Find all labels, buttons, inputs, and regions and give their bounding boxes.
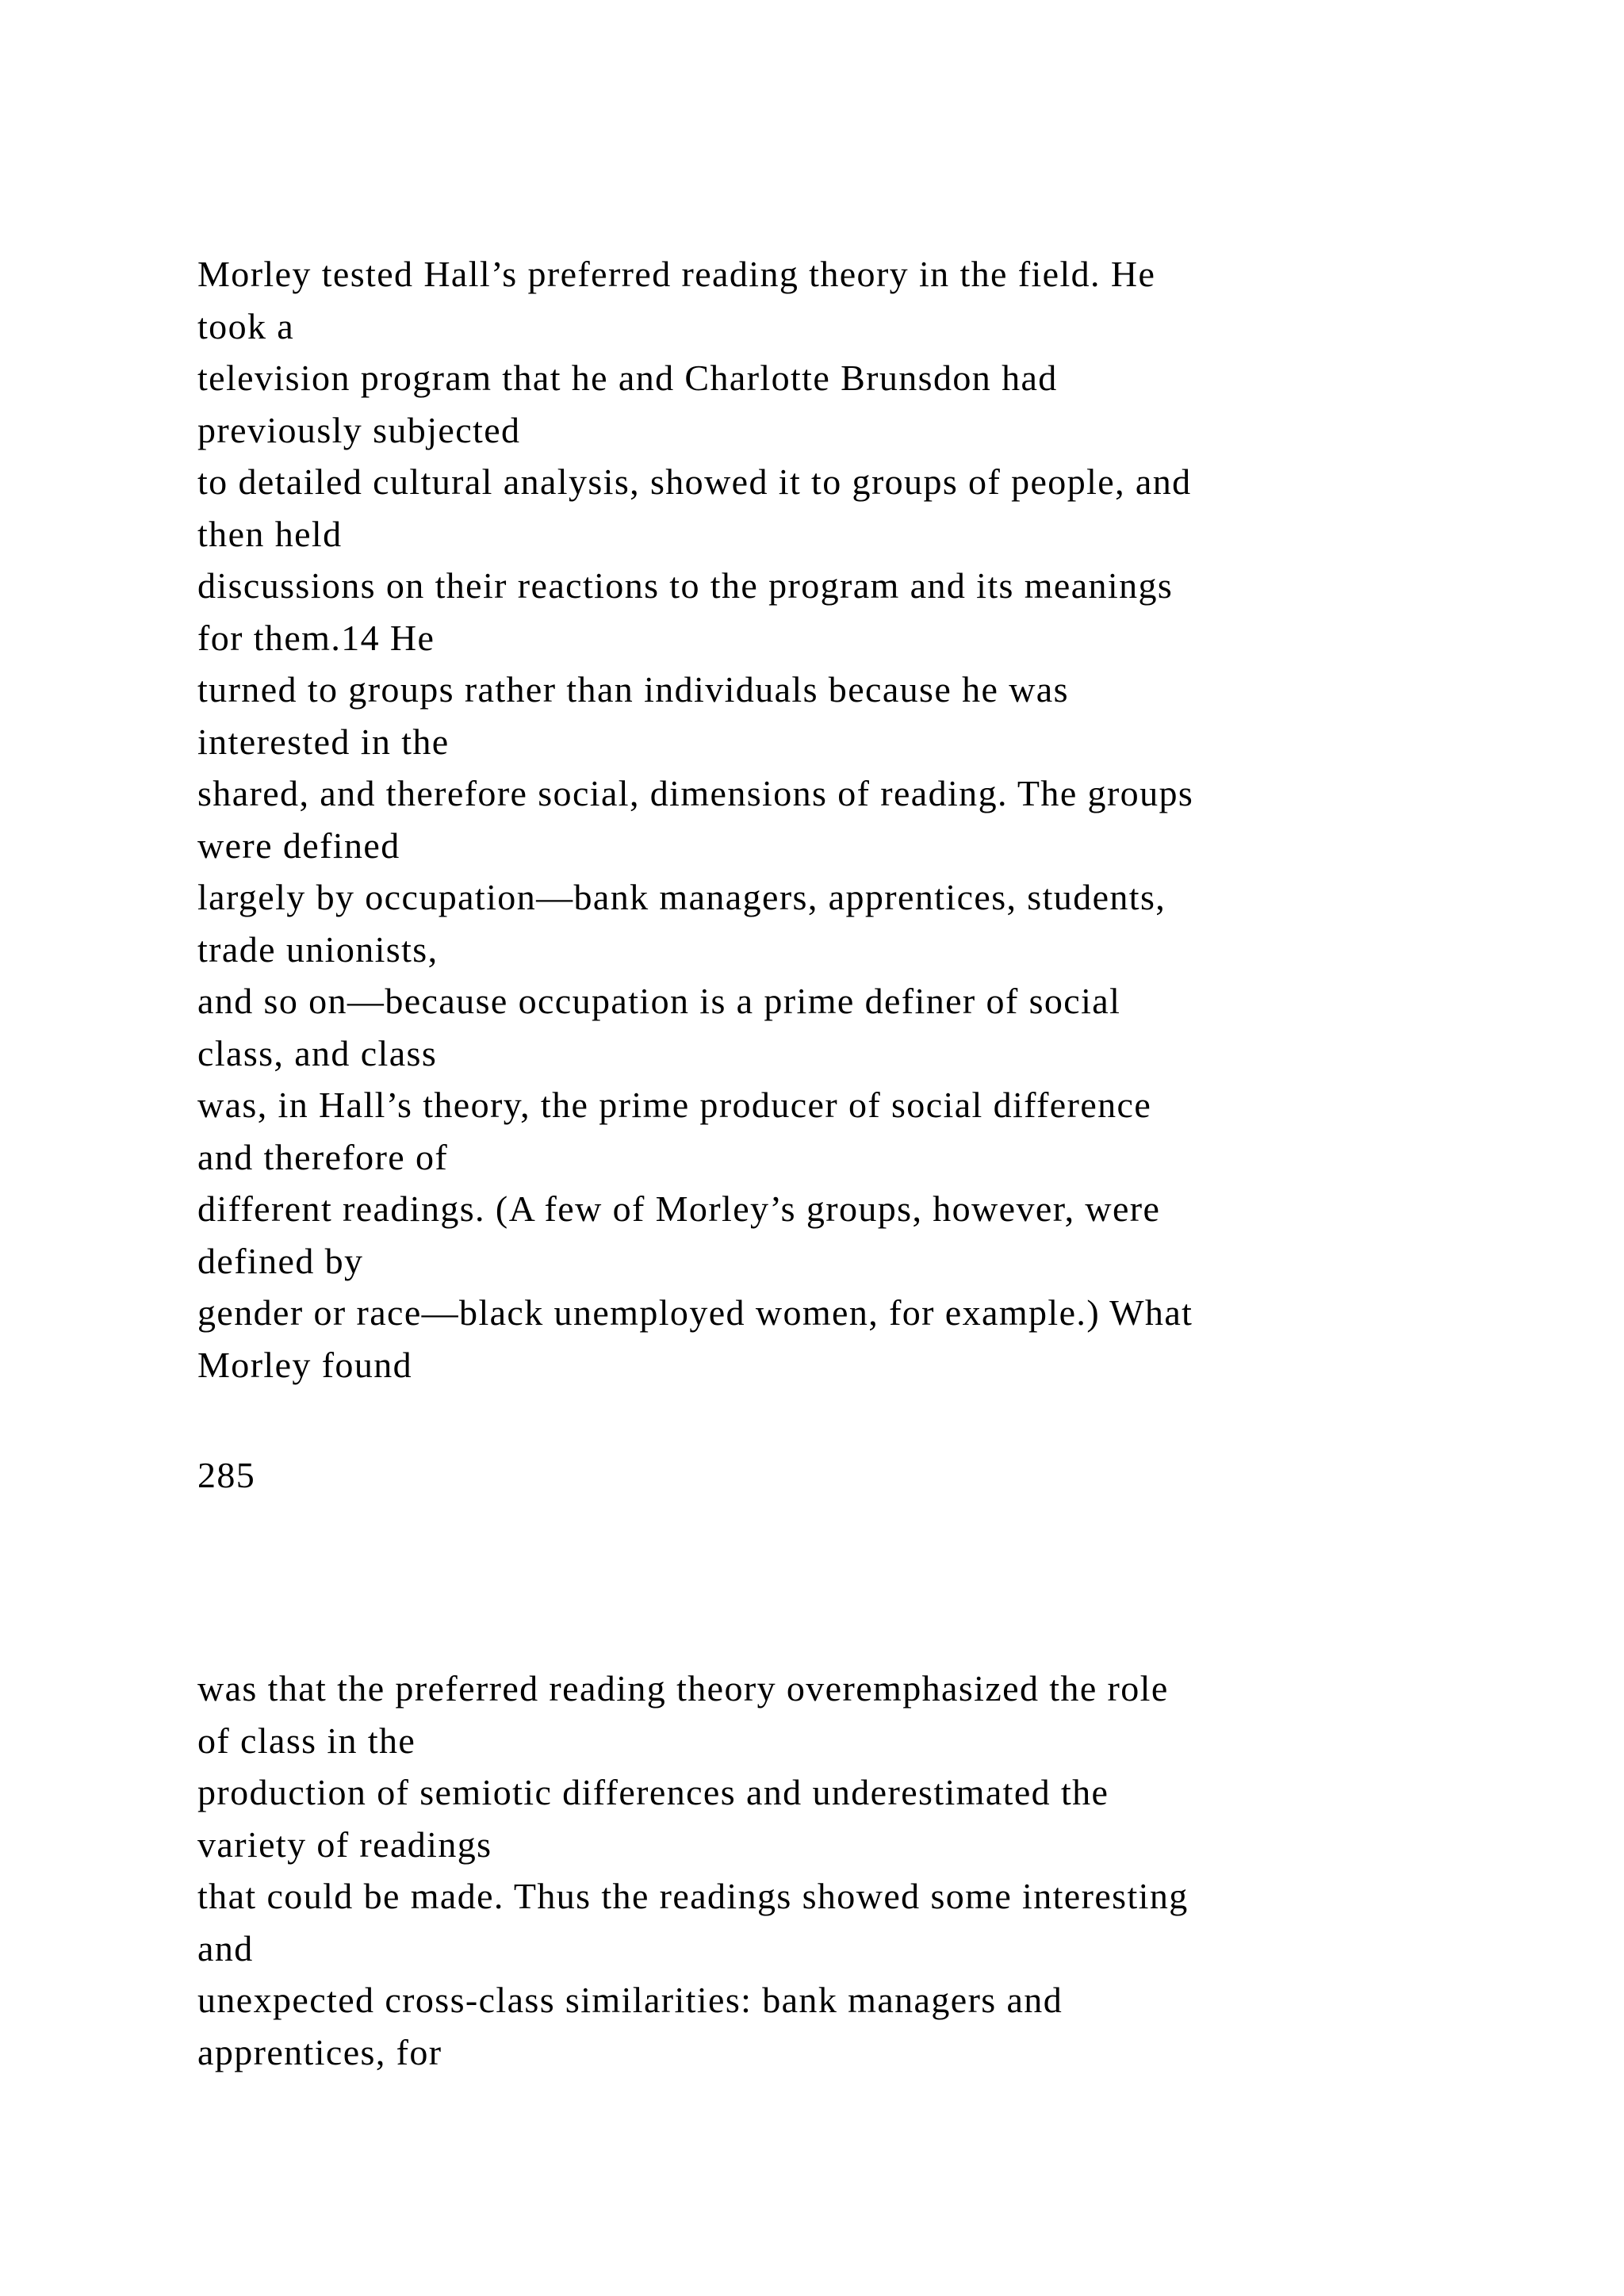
page-number-block — [197, 1449, 1593, 1502]
text-line: that could be made. Thus the readings showed some interesting — [197, 1876, 1189, 1916]
text-line: variety of readings — [197, 1823, 492, 1865]
text-line: shared, and therefore social, dimensions of reading. The groups — [197, 773, 1194, 813]
text-block-upper — [197, 248, 1593, 1391]
text-line: gender or race—black unemployed women, for example.) What — [197, 1292, 1193, 1333]
text-line: took a — [197, 305, 295, 346]
text-line: of class in the — [197, 1720, 416, 1761]
text-line: discussions on their reactions to the program and its meanings — [197, 565, 1174, 606]
text-line: interested in the — [197, 721, 450, 762]
text-line: then held — [197, 513, 343, 554]
text-line: defined by — [197, 1240, 364, 1281]
text-line: production of semiotic differences and underestimated the — [197, 1772, 1109, 1812]
text-block-lower — [197, 1663, 1593, 2078]
text-line: previously subjected — [197, 409, 521, 450]
text-line: and — [197, 1927, 254, 1969]
text-line: for them.14 He — [197, 617, 435, 658]
text-line: class, and class — [197, 1032, 438, 1073]
text-line: Morley tested Hall’s preferred reading theory in the field. He — [197, 254, 1156, 294]
text-line: different readings. (A few of Morley’s groups, however, were — [197, 1188, 1161, 1229]
text-line: apprentices, for — [197, 2031, 442, 2072]
text-line: television program that he and Charlotte Brunsdon had — [197, 358, 1058, 398]
text-line: and so on—because occupation is a prime definer of social — [197, 981, 1121, 1021]
text-line: largely by occupation—bank managers, apprentices, students, — [197, 877, 1166, 917]
text-line: were defined — [197, 825, 400, 866]
text-line: and therefore of — [197, 1136, 449, 1177]
text-line: was that the preferred reading theory overemphasized the role — [197, 1668, 1169, 1709]
text-line: trade unionists, — [197, 928, 439, 970]
text-line: was, in Hall’s theory, the prime producer of social difference — [197, 1085, 1152, 1125]
page-number: 285 — [197, 1455, 256, 1495]
text-line: to detailed cultural analysis, showed it to groups of people, and — [197, 461, 1192, 502]
text-line: Morley found — [197, 1344, 413, 1385]
text-line: turned to groups rather than individuals because he was — [197, 669, 1069, 710]
text-line: unexpected cross-class similarities: bank managers and — [197, 1980, 1063, 2020]
